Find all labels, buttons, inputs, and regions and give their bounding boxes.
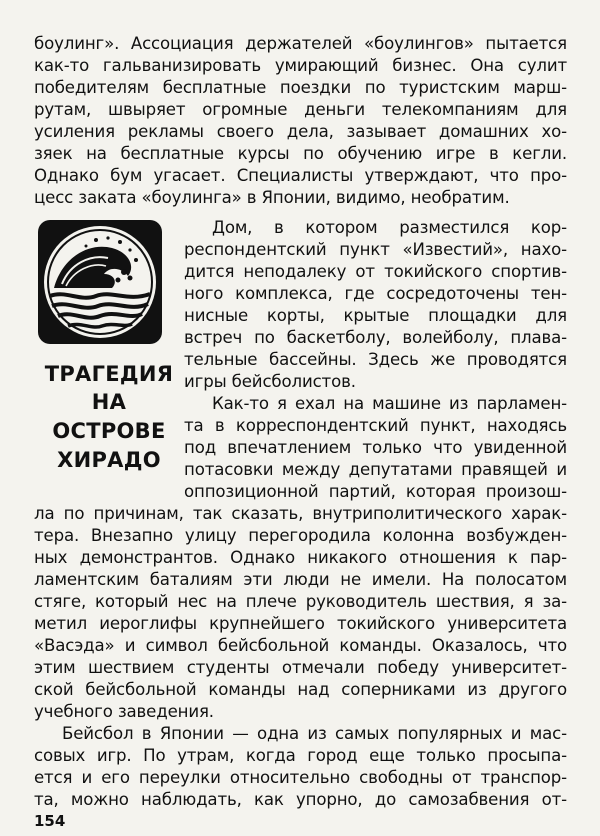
- heading-line: НА: [91, 390, 127, 414]
- text-line: победителям бесплатные поездки по туристским марш-: [34, 78, 567, 97]
- text-line: тера. Внезапно улицу перегородила колонна возбужден-: [34, 526, 567, 545]
- heading-line: ТРАГЕДИЯ: [44, 362, 174, 386]
- text-line: Дом, в котором разместился кор-: [212, 218, 567, 237]
- text-line: та, можно наблюдать, как упорно, до самозабвения от-: [34, 790, 567, 809]
- text-line: та в корреспондентский пункт, находясь: [184, 416, 567, 435]
- heading-line: ОСТРОВЕ: [52, 419, 166, 443]
- text-line: ных демонстрантов. Однако никакого отношения к пар-: [34, 548, 567, 567]
- text-line: Бейсбол в Японии — одна из самых популярных и мас-: [62, 724, 567, 743]
- text-line: учебного заведения.: [34, 702, 214, 721]
- text-line: метил иероглифы крупнейшего токийского университета: [34, 614, 567, 633]
- heading-line: ХИРАДО: [57, 448, 161, 472]
- page-number: 154: [34, 812, 66, 830]
- text-line: этим шествием студенты отмечали победу университет-: [34, 658, 567, 677]
- text-line: рутам, швыряет огромные деньги телекомпаниям для: [34, 100, 567, 119]
- text-line: цесс заката «боулинга» в Японии, видимо, необратим.: [34, 188, 510, 207]
- text-line: «Васэда» и символ бейсбольной команды. Оказалось, что: [34, 636, 567, 655]
- text-line: ла по причинам, так сказать, внутриполитического харак-: [34, 504, 567, 523]
- text-line: зяек на бесплатные курсы по обучению игре в кегли.: [34, 144, 567, 163]
- text-line: совых игр. По утрам, когда город еще только просыпа-: [34, 746, 567, 765]
- text-line: ской бейсбольной команды над соперниками из другого: [34, 680, 567, 699]
- text-line: ется и его переулки относительно свободны от транспор-: [34, 768, 567, 787]
- text-line: Однако бум угасает. Специалисты утверждают, что про-: [34, 166, 567, 185]
- text-line: игры бейсболистов.: [184, 372, 356, 391]
- text-line: Как-то я ехал на машине из парламен-: [212, 394, 567, 413]
- text-line: как-то гальванизировать умирающий бизнес. Она сулит: [34, 56, 567, 75]
- text-line: под впечатлением только что увиденной: [184, 438, 567, 457]
- text-line: ного комплекса, где сосредоточены тен-: [184, 284, 567, 303]
- text-line: боулинг». Ассоциация держателей «боулингов» пытается: [34, 34, 567, 53]
- text-line: дится неподалеку от токийского спортив-: [184, 262, 567, 281]
- text-line: встреч по баскетболу, волейболу, плава-: [184, 328, 567, 347]
- text-line: оппозиционной партий, которая произош-: [184, 482, 567, 501]
- text-line: нисные корты, крытые площадки для: [184, 306, 567, 325]
- text-line: усиления рекламы своего дела, зазывает домашних хо-: [34, 122, 567, 141]
- text-line: тельные бассейны. Здесь же проводятся: [184, 350, 567, 369]
- text-line: респондентский пункт «Известий», нахо-: [184, 240, 567, 259]
- text-line: стяге, который нес на плече руководитель шествия, я за-: [34, 592, 567, 611]
- text-line: ламентским баталиям эти люди не имели. На полосатом: [34, 570, 567, 589]
- text-line: потасовки между депутатами правящей и: [184, 460, 567, 479]
- wave-emblem-icon: [36, 218, 164, 346]
